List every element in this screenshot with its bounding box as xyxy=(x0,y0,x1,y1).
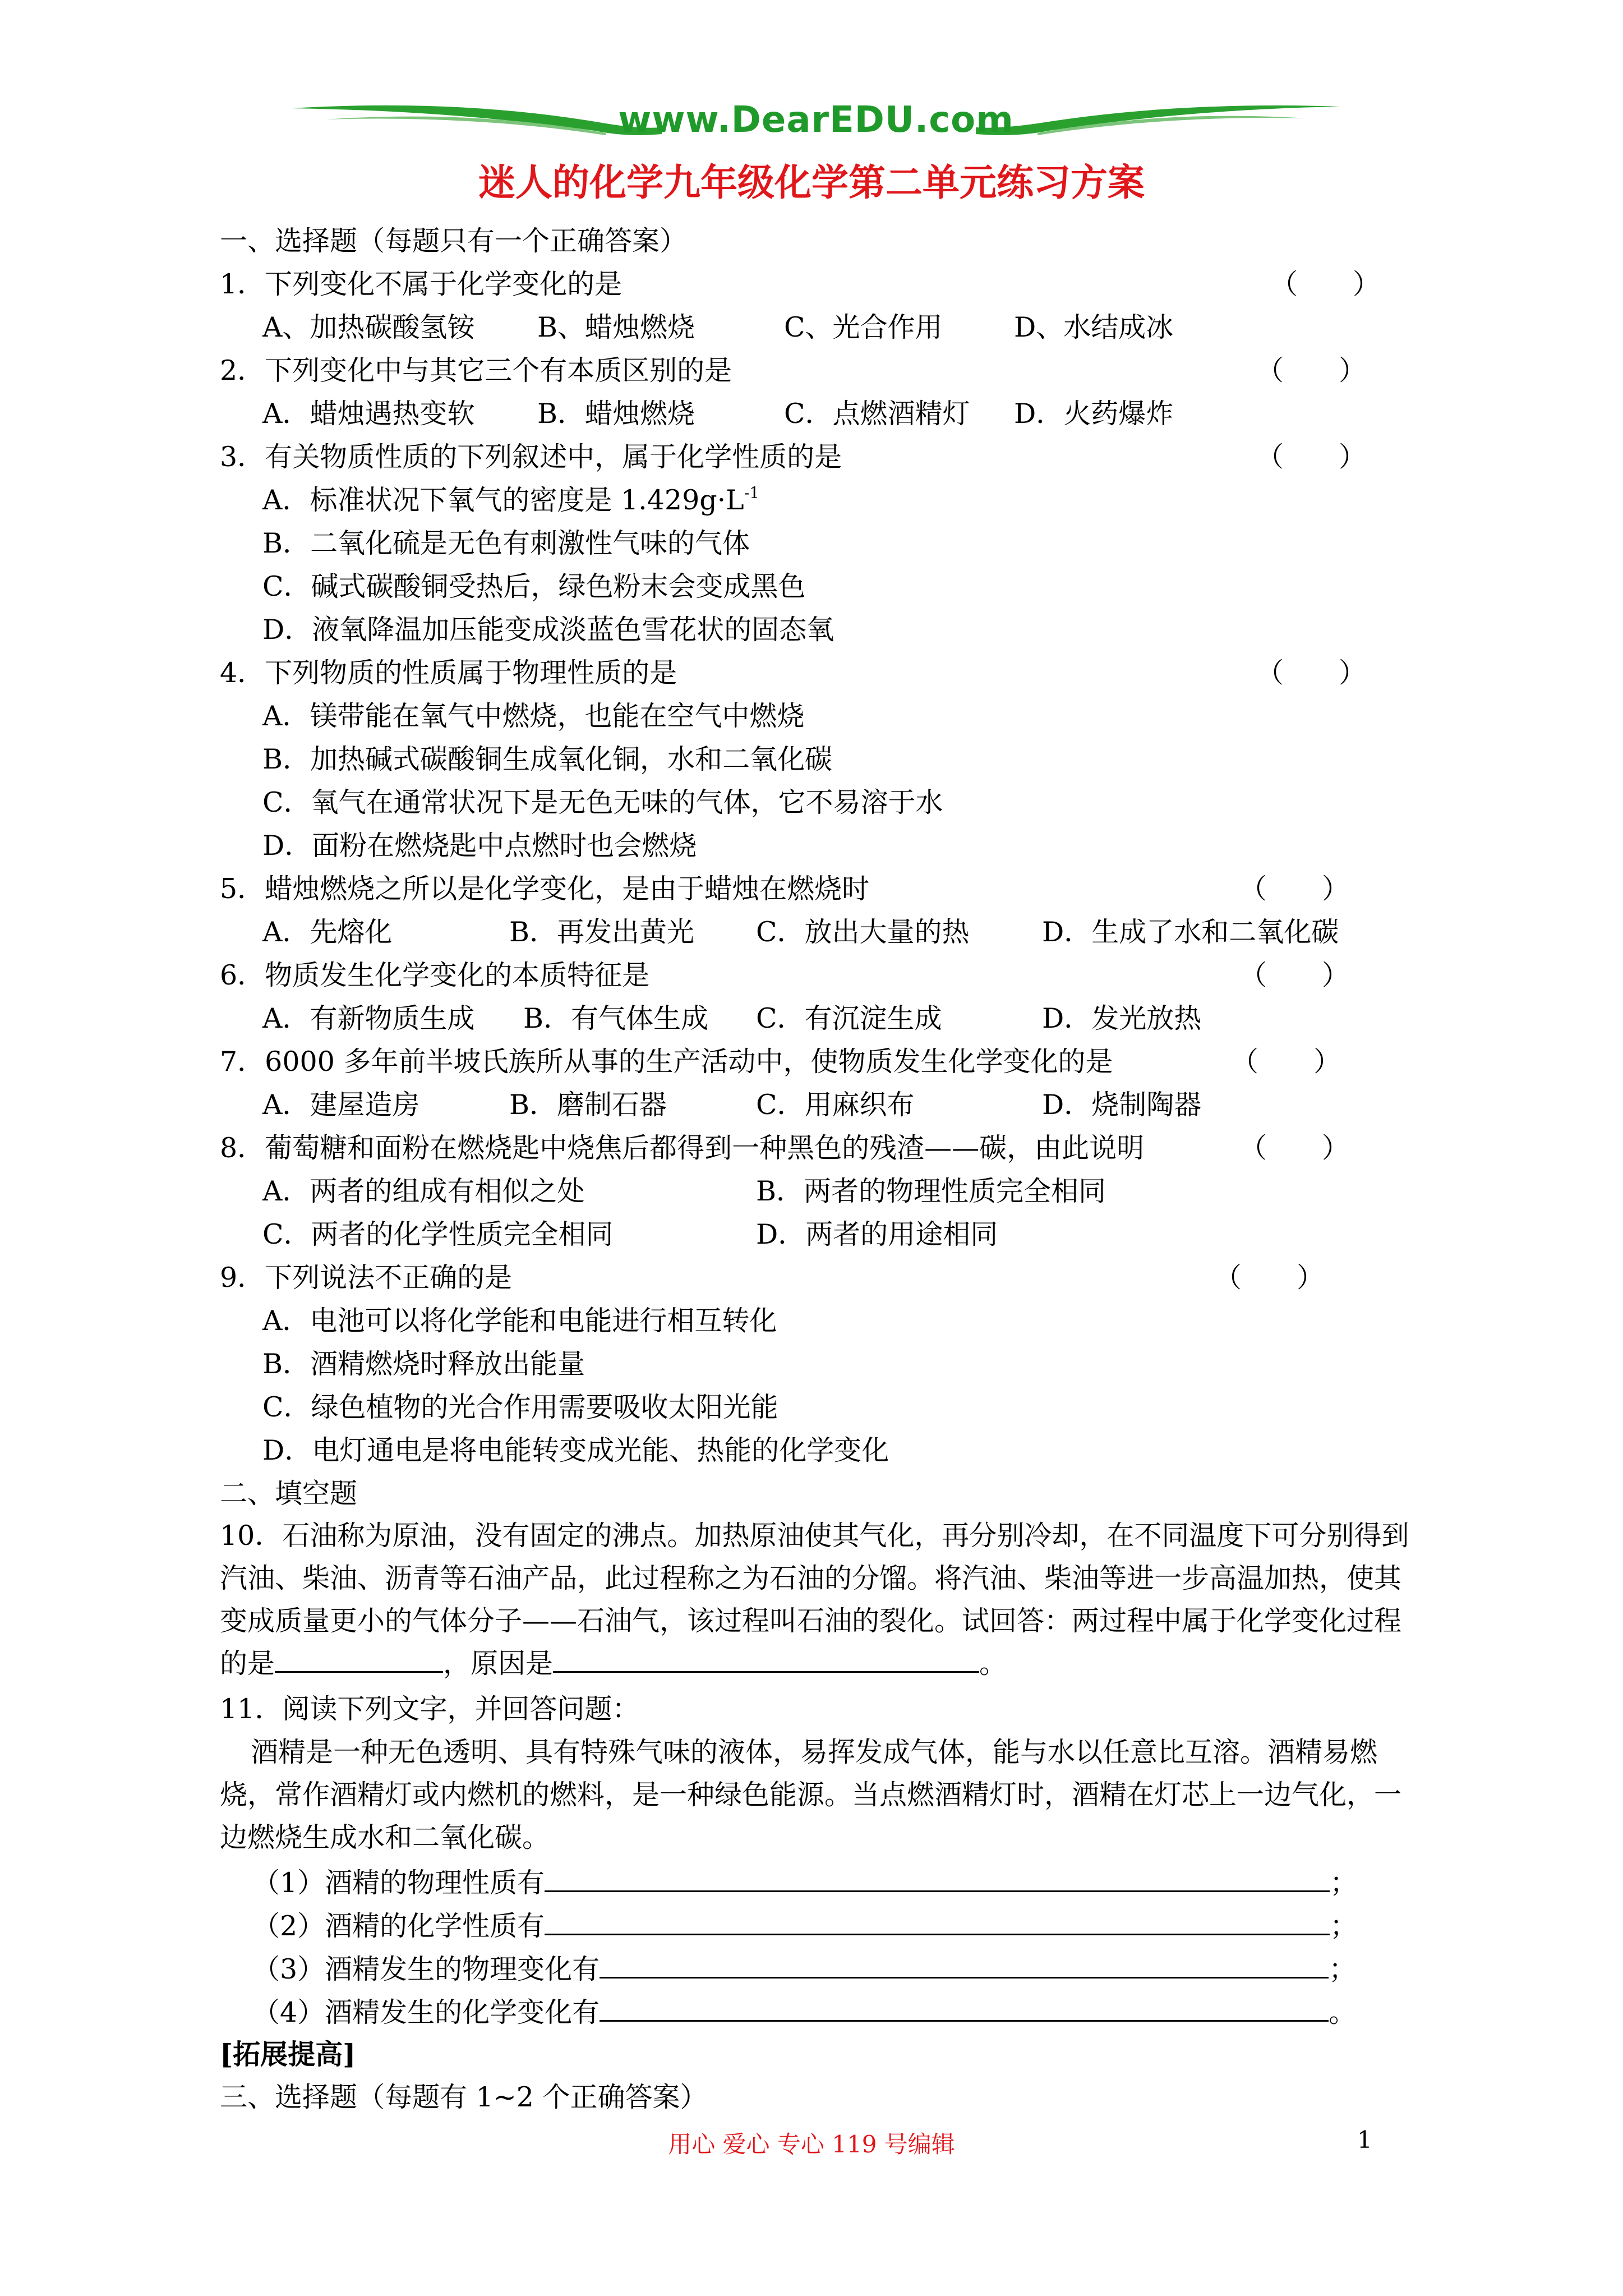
question-8-stem: 8．葡萄糖和面粉在燃烧匙中烧焦后都得到一种黑色的残渣——碳，由此说明 xyxy=(220,1132,1145,1164)
item-label: （2）酒精的化学性质有 xyxy=(252,1910,545,1942)
question-5-stem: 5．蜡烛燃烧之所以是化学变化，是由于蜡烛在燃烧时 xyxy=(220,873,870,905)
option-d: D．火药爆炸 xyxy=(1014,398,1174,430)
answer-blank[interactable] xyxy=(553,1644,979,1673)
answer-bracket: （ ） xyxy=(1231,1046,1341,1078)
question-11-passage: 酒精是一种无色透明、具有特殊气味的液体，易挥发成气体，能与水以任意比互溶。酒精易燃烧，常作酒精灯或内燃机的燃料，是一种绿色能源。当点燃酒精灯时，酒精在灯芯上一边气化，一边燃烧生成水和二氧化碳。 xyxy=(220,1736,1402,1853)
option-c: C．点燃酒精灯 xyxy=(784,398,970,430)
option-b: B．酒精燃烧时释放出能量 xyxy=(262,1348,585,1380)
option-a: A．有新物质生成 xyxy=(262,1002,475,1034)
option-c: C．两者的化学性质完全相同 xyxy=(262,1218,614,1250)
option-a: A．镁带能在氧气中燃烧，也能在空气中燃烧 xyxy=(262,700,805,732)
answer-bracket: （ ） xyxy=(1239,959,1350,991)
option-c: C．有沉淀生成 xyxy=(756,1002,942,1034)
answer-blank[interactable] xyxy=(600,1993,1329,2022)
question-11-item-1 xyxy=(252,1864,1357,1901)
item-end: ； xyxy=(1330,1867,1358,1899)
option-b: B、蜡烛燃烧 xyxy=(537,311,695,343)
answer-bracket: （ ） xyxy=(1270,268,1381,300)
option-a: A．先熔化 xyxy=(262,916,393,948)
answer-blank[interactable] xyxy=(600,1950,1329,1978)
question-6-stem: 6．物质发生化学变化的本质特征是 xyxy=(220,959,650,991)
section3-heading: 三、选择题（每题有 1~2 个正确答案） xyxy=(220,2081,708,2113)
question-10-mid: ，原因是 xyxy=(443,1648,554,1680)
option-c: C．放出大量的热 xyxy=(756,916,970,948)
page-footer: 用心 爱心 专心 119 号编辑 xyxy=(668,2131,955,2158)
question-4-stem: 4．下列物质的性质属于物理性质的是 xyxy=(220,657,677,689)
header-banner xyxy=(292,98,1340,157)
option-b: B．磨制石器 xyxy=(509,1089,667,1121)
answer-bracket: （ ） xyxy=(1239,873,1350,905)
item-label: （3）酒精发生的物理变化有 xyxy=(252,1953,600,1985)
answer-bracket: （ ） xyxy=(1214,1262,1325,1294)
question-7-stem: 7．6000 多年前半坡氏族所从事的生产活动中，使物质发生化学变化的是 xyxy=(220,1046,1113,1078)
question-3-stem: 3．有关物质性质的下列叙述中，属于化学性质的是 xyxy=(220,441,842,473)
option-d: D．发光放热 xyxy=(1042,1002,1202,1034)
option-c: C、光合作用 xyxy=(784,311,943,343)
item-end: ； xyxy=(1329,1953,1357,1985)
answer-bracket: （ ） xyxy=(1256,441,1367,473)
question-10-end: 。 xyxy=(979,1648,1007,1680)
superscript: -1 xyxy=(744,484,760,502)
site-url[interactable]: www.DearEDU.com xyxy=(618,99,1014,141)
option-b: B．二氧化硫是无色有刺激性气味的气体 xyxy=(262,527,750,559)
question-1-stem: 1．下列变化不属于化学变化的是 xyxy=(220,268,623,300)
answer-bracket: （ ） xyxy=(1256,355,1367,386)
question-11-item-2 xyxy=(252,1907,1357,1944)
item-label: （1）酒精的物理性质有 xyxy=(252,1867,545,1899)
question-11-item-3 xyxy=(252,1950,1356,1987)
item-end: ； xyxy=(1330,1910,1358,1942)
question-2-stem: 2．下列变化中与其它三个有本质区别的是 xyxy=(220,355,732,386)
section1-heading: 一、选择题（每题只有一个正确答案） xyxy=(220,225,688,257)
option-a: A．蜡烛遇热变软 xyxy=(262,398,475,430)
question-11-item-4 xyxy=(252,1993,1356,2031)
option-b: B．蜡烛燃烧 xyxy=(537,398,695,430)
answer-bracket: （ ） xyxy=(1239,1132,1350,1164)
option-a-text: A．标准状况下氧气的密度是 1.429g·L xyxy=(262,484,744,516)
answer-blank[interactable] xyxy=(545,1864,1330,1892)
option-a: A．电池可以将化学能和电能进行相互转化 xyxy=(262,1305,777,1337)
option-a: A、加热碳酸氢铵 xyxy=(262,311,475,343)
option-b: B．再发出黄光 xyxy=(509,916,695,948)
option-c: C．绿色植物的光合作用需要吸收太阳光能 xyxy=(262,1391,778,1423)
option-c: C．碱式碳酸铜受热后，绿色粉末会变成黑色 xyxy=(262,570,806,602)
option-d: D．两者的用途相同 xyxy=(756,1218,998,1250)
page-number: 1 xyxy=(1357,2126,1372,2154)
option-b: B．有气体生成 xyxy=(523,1002,709,1034)
option-d: D．烧制陶器 xyxy=(1042,1089,1202,1121)
option-c: C．用麻织布 xyxy=(756,1089,915,1121)
answer-blank[interactable] xyxy=(545,1907,1330,1935)
option-d: D、水结成冰 xyxy=(1014,311,1174,343)
item-end: 。 xyxy=(1329,1996,1357,2028)
question-11-stem: 11．阅读下列文字，并回答问题： xyxy=(220,1693,640,1725)
option-a xyxy=(262,482,759,518)
page-title: 迷人的化学九年级化学第二单元练习方案 xyxy=(478,161,1145,204)
answer-blank[interactable] xyxy=(275,1644,443,1673)
option-d: D．面粉在燃烧匙中点燃时也会燃烧 xyxy=(262,830,697,862)
option-d: D．生成了水和二氧化碳 xyxy=(1042,916,1339,948)
option-a: A．建屋造房 xyxy=(262,1089,420,1121)
question-10-text: 10．石油称为原油，没有固定的沸点。加热原油使其气化，再分别冷却，在不同温度下可分别得到汽油、柴油、沥青等石油产品，此过程称之为石油的分馏。将汽油、柴油等进一步高温加热，使其变成质量更小的气体分子——石油气，该过程叫石油的裂化。试回答：两过程中属于化学变化过程的是 xyxy=(220,1520,1409,1680)
extension-tag: [拓展提高] xyxy=(220,2038,356,2070)
option-b: B．加热碱式碳酸铜生成氧化铜，水和二氧化碳 xyxy=(262,743,833,775)
answer-bracket: （ ） xyxy=(1256,657,1367,689)
option-b: B．两者的物理性质完全相同 xyxy=(756,1175,1106,1207)
question-10 xyxy=(220,1515,1420,1685)
item-label: （4）酒精发生的化学变化有 xyxy=(252,1996,600,2028)
section2-heading: 二、填空题 xyxy=(220,1478,358,1510)
option-d: D．电灯通电是将电能转变成光能、热能的化学变化 xyxy=(262,1434,889,1466)
option-c: C．氧气在通常状况下是无色无味的气体，它不易溶于水 xyxy=(262,786,943,818)
option-d: D．液氧降温加压能变成淡蓝色雪花状的固态氧 xyxy=(262,614,834,646)
option-a: A．两者的组成有相似之处 xyxy=(262,1175,585,1207)
question-9-stem: 9．下列说法不正确的是 xyxy=(220,1262,513,1294)
